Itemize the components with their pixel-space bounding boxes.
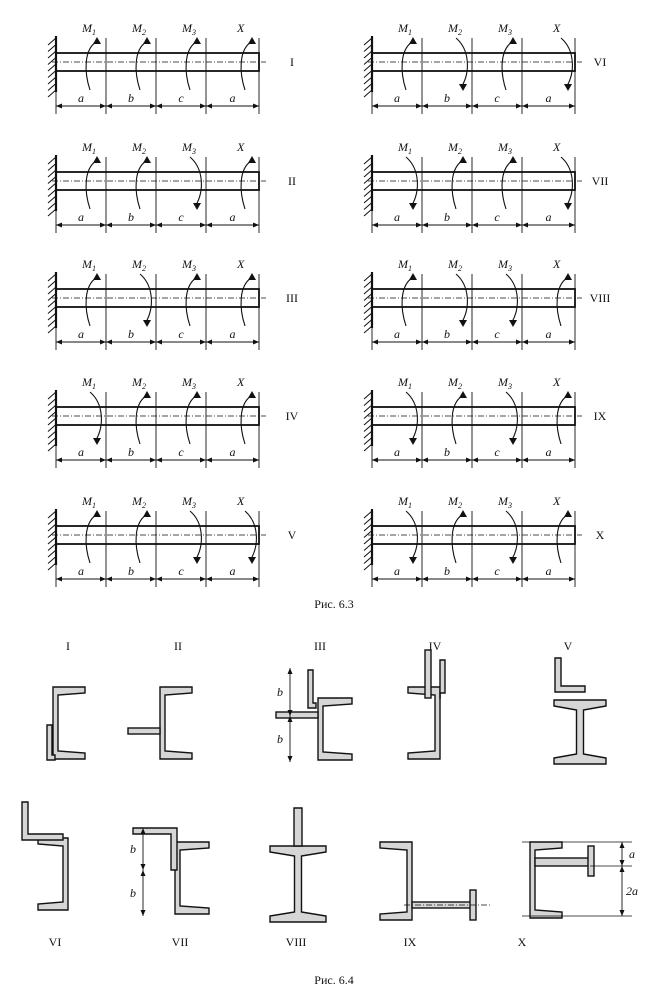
moment-arrow xyxy=(181,494,201,564)
moment-label: $M_1$ xyxy=(82,375,96,391)
moment-arrow xyxy=(497,257,517,327)
wall-hatch xyxy=(364,203,372,210)
wall-hatch xyxy=(364,300,372,307)
wall-hatch xyxy=(48,438,56,445)
wall-hatch xyxy=(364,294,372,301)
wall-hatch xyxy=(364,64,372,71)
wall-hatch xyxy=(48,392,56,399)
section-label: I xyxy=(66,639,70,653)
beam-scheme xyxy=(364,140,608,233)
scheme-label: VII xyxy=(591,174,609,188)
moment-arrow xyxy=(447,21,467,91)
wall-hatch xyxy=(364,157,372,164)
moment-arrow xyxy=(552,21,572,91)
moment-arrow xyxy=(236,21,256,90)
moment-arrow xyxy=(447,140,467,209)
moment-label: $M_3$ xyxy=(498,494,512,510)
scheme-label: III xyxy=(286,291,298,305)
section-label: IX xyxy=(403,935,417,949)
moment-label: $M_1$ xyxy=(398,375,412,391)
profile-shape xyxy=(440,660,445,698)
wall-hatch xyxy=(48,77,56,84)
moment-arrow xyxy=(552,494,572,563)
segment-label: a xyxy=(229,445,236,459)
cross-section xyxy=(128,639,192,759)
moment-arrow xyxy=(131,257,151,327)
moment-arrow xyxy=(397,375,417,445)
moment-label: $M_3$ xyxy=(182,140,196,156)
beam-scheme xyxy=(48,140,296,233)
moment-arrow xyxy=(181,375,201,444)
beam-scheme xyxy=(48,21,294,114)
segment-label: a xyxy=(545,327,552,341)
segment-label: c xyxy=(494,564,500,578)
scheme-label: X xyxy=(595,528,605,542)
wall-hatch xyxy=(364,90,372,97)
wall-hatch xyxy=(364,38,372,45)
moment-label: X xyxy=(553,257,561,271)
wall-hatch xyxy=(48,518,56,525)
wall-hatch xyxy=(364,45,372,52)
wall-hatch xyxy=(48,287,56,294)
wall-hatch xyxy=(364,196,372,203)
figure-6-3-caption: Рис. 6.3 xyxy=(314,597,354,611)
wall-hatch xyxy=(364,563,372,570)
moment-arrow xyxy=(131,140,151,209)
moment-arrow xyxy=(497,494,517,564)
dimension-label: b xyxy=(277,732,283,746)
segment-label: c xyxy=(494,445,500,459)
wall-hatch xyxy=(364,550,372,557)
scheme-label: I xyxy=(290,55,294,69)
moment-label: $M_1$ xyxy=(398,140,412,156)
wall-hatch xyxy=(48,45,56,52)
segment-label: a xyxy=(229,564,236,578)
wall-hatch xyxy=(48,71,56,78)
wall-hatch xyxy=(48,550,56,557)
wall-hatch xyxy=(364,320,372,327)
wall-hatch xyxy=(48,524,56,531)
wall-hatch xyxy=(48,300,56,307)
moment-arrow xyxy=(497,375,517,445)
moment-arrow xyxy=(81,257,101,326)
wall-hatch xyxy=(48,294,56,301)
figure-6-4-caption: Рис. 6.4 xyxy=(314,973,354,987)
moment-arrow xyxy=(81,494,101,563)
wall-hatch xyxy=(364,281,372,288)
wall-hatch xyxy=(48,203,56,210)
wall-hatch xyxy=(48,170,56,177)
wall-hatch xyxy=(48,412,56,419)
moment-label: X xyxy=(553,494,561,508)
moment-arrow xyxy=(181,257,201,326)
dimension-label: b xyxy=(130,886,136,900)
scheme-label: V xyxy=(287,528,297,542)
moment-label: $M_1$ xyxy=(398,21,412,37)
segment-label: a xyxy=(229,210,236,224)
segment-label: a xyxy=(78,210,84,224)
moment-arrow xyxy=(552,140,572,210)
beam-scheme xyxy=(364,494,605,587)
moment-arrow xyxy=(131,375,151,444)
wall-hatch xyxy=(364,418,372,425)
segment-label: c xyxy=(494,210,500,224)
segment-label: b xyxy=(444,564,450,578)
moment-label: $M_2$ xyxy=(132,494,146,510)
segment-label: a xyxy=(545,445,552,459)
moment-arrow xyxy=(397,140,417,210)
wall-hatch xyxy=(364,412,372,419)
segment-label: a xyxy=(394,327,400,341)
cross-section xyxy=(270,808,326,949)
moment-label: $M_1$ xyxy=(82,494,96,510)
wall-hatch xyxy=(364,399,372,406)
wall-hatch xyxy=(48,196,56,203)
segment-label: a xyxy=(545,564,552,578)
wall-hatch xyxy=(364,287,372,294)
moment-arrow xyxy=(447,494,467,563)
profile-shape xyxy=(38,838,68,910)
wall-hatch xyxy=(364,326,372,333)
profile-shape xyxy=(380,842,412,920)
moment-label: X xyxy=(553,21,561,35)
segment-label: a xyxy=(545,91,552,105)
moment-label: $M_2$ xyxy=(448,375,462,391)
section-label: V xyxy=(563,639,573,653)
wall-hatch xyxy=(364,58,372,65)
wall-hatch xyxy=(364,84,372,91)
cross-section xyxy=(380,842,492,949)
dimension-label: a xyxy=(629,847,635,861)
segment-label: a xyxy=(78,564,84,578)
scheme-label: IV xyxy=(285,409,299,423)
wall-hatch xyxy=(364,531,372,538)
segment-label: a xyxy=(394,564,400,578)
wall-hatch xyxy=(48,84,56,91)
wall-hatch xyxy=(364,557,372,564)
segment-label: c xyxy=(178,564,184,578)
moment-label: $M_3$ xyxy=(182,375,196,391)
moment-label: X xyxy=(553,140,561,154)
wall-hatch xyxy=(364,313,372,320)
wall-hatch xyxy=(48,557,56,564)
wall-hatch xyxy=(364,190,372,197)
moment-label: $M_3$ xyxy=(498,140,512,156)
profile-shape xyxy=(53,687,85,759)
moment-label: $M_2$ xyxy=(132,140,146,156)
section-label: IV xyxy=(428,639,442,653)
beam-scheme xyxy=(48,375,299,468)
wall-hatch xyxy=(48,90,56,97)
segment-label: b xyxy=(444,210,450,224)
wall-hatch xyxy=(364,164,372,171)
segment-label: b xyxy=(128,445,134,459)
segment-label: c xyxy=(178,210,184,224)
moment-arrow xyxy=(81,21,101,90)
moment-arrow xyxy=(81,140,101,209)
wall-hatch xyxy=(364,511,372,518)
cross-section xyxy=(22,802,68,949)
moment-label: $M_3$ xyxy=(498,375,512,391)
profile-shape xyxy=(318,698,352,760)
wall-hatch xyxy=(48,444,56,451)
profile-shape xyxy=(160,687,192,759)
moment-arrow xyxy=(447,375,467,444)
wall-hatch xyxy=(48,326,56,333)
segment-label: b xyxy=(128,210,134,224)
segment-label: a xyxy=(229,327,236,341)
wall-hatch xyxy=(48,281,56,288)
segment-label: a xyxy=(78,91,84,105)
segment-label: b xyxy=(128,564,134,578)
profile-shape xyxy=(408,687,440,759)
moment-label: $M_1$ xyxy=(82,21,96,37)
segment-label: b xyxy=(128,327,134,341)
beam-scheme xyxy=(364,257,610,350)
wall-hatch xyxy=(364,537,372,544)
segment-label: b xyxy=(444,91,450,105)
moment-label: $M_2$ xyxy=(132,375,146,391)
segment-label: a xyxy=(394,445,400,459)
segment-label: c xyxy=(494,327,500,341)
segment-label: c xyxy=(494,91,500,105)
segment-label: a xyxy=(78,445,84,459)
wall-hatch xyxy=(48,157,56,164)
section-label: X xyxy=(517,935,527,949)
wall-hatch xyxy=(48,511,56,518)
segment-label: b xyxy=(128,91,134,105)
cross-section xyxy=(518,842,638,949)
wall-hatch xyxy=(364,71,372,78)
segment-label: c xyxy=(178,445,184,459)
moment-label: $M_1$ xyxy=(398,257,412,273)
section-label: III xyxy=(314,639,326,653)
cross-section xyxy=(276,639,352,762)
wall-hatch xyxy=(48,313,56,320)
moment-arrow xyxy=(397,21,417,90)
moment-label: $M_2$ xyxy=(448,257,462,273)
moment-label: X xyxy=(237,375,245,389)
wall-hatch xyxy=(48,563,56,570)
wall-hatch xyxy=(364,438,372,445)
wall-hatch xyxy=(48,431,56,438)
wall-hatch xyxy=(364,431,372,438)
profile-shape xyxy=(530,842,562,918)
wall-hatch xyxy=(48,531,56,538)
moment-arrow xyxy=(236,257,256,326)
wall-hatch xyxy=(48,38,56,45)
moment-label: $M_2$ xyxy=(448,21,462,37)
wall-hatch xyxy=(364,183,372,190)
section-label: VI xyxy=(48,935,62,949)
cross-section xyxy=(408,639,445,759)
segment-label: b xyxy=(444,445,450,459)
moment-label: X xyxy=(237,140,245,154)
figure-6-3 xyxy=(48,21,610,587)
wall-hatch xyxy=(364,51,372,58)
dimension-label: 2a xyxy=(626,884,638,898)
moment-label: X xyxy=(237,494,245,508)
segment-label: c xyxy=(178,91,184,105)
wall-hatch xyxy=(364,524,372,531)
beam-scheme xyxy=(364,21,606,114)
wall-hatch xyxy=(364,274,372,281)
wall-hatch xyxy=(48,177,56,184)
segment-label: a xyxy=(545,210,552,224)
moment-arrow xyxy=(397,257,417,326)
moment-label: $M_3$ xyxy=(498,257,512,273)
moment-label: $M_3$ xyxy=(182,257,196,273)
wall-hatch xyxy=(48,51,56,58)
wall-hatch xyxy=(48,58,56,65)
wall-hatch xyxy=(48,399,56,406)
moment-label: $M_3$ xyxy=(182,21,196,37)
wall-hatch xyxy=(364,209,372,216)
wall-hatch xyxy=(364,77,372,84)
wall-hatch xyxy=(364,444,372,451)
wall-hatch xyxy=(364,307,372,314)
wall-hatch xyxy=(48,307,56,314)
figure-6-4 xyxy=(22,639,638,949)
segment-label: a xyxy=(394,91,400,105)
profile-shape xyxy=(554,700,606,764)
moment-arrow xyxy=(81,375,101,445)
profile-shape xyxy=(175,842,209,914)
moment-arrow xyxy=(131,494,151,563)
wall-hatch xyxy=(364,170,372,177)
wall-hatch xyxy=(364,405,372,412)
moment-arrow xyxy=(236,375,256,444)
wall-hatch xyxy=(364,392,372,399)
wall-hatch xyxy=(364,544,372,551)
wall-hatch xyxy=(48,320,56,327)
moment-label: $M_1$ xyxy=(398,494,412,510)
moment-label: $M_2$ xyxy=(448,494,462,510)
dimension-label: b xyxy=(130,842,136,856)
section-label: VII xyxy=(171,935,189,949)
moment-label: X xyxy=(237,21,245,35)
cross-section xyxy=(554,639,606,764)
wall-hatch xyxy=(48,544,56,551)
scheme-label: IX xyxy=(593,409,607,423)
moment-arrow xyxy=(497,21,517,90)
moment-label: $M_1$ xyxy=(82,257,96,273)
section-label: II xyxy=(174,639,182,653)
scheme-label: VI xyxy=(593,55,607,69)
profile-shape xyxy=(270,846,326,922)
wall-hatch xyxy=(364,518,372,525)
section-label: VIII xyxy=(285,935,307,949)
dimension-label: b xyxy=(277,685,283,699)
moment-label: $M_2$ xyxy=(132,257,146,273)
beam-scheme xyxy=(48,257,298,350)
scheme-label: II xyxy=(288,174,296,188)
moment-arrow xyxy=(447,257,467,327)
segment-label: a xyxy=(229,91,236,105)
moment-label: X xyxy=(553,375,561,389)
moment-arrow xyxy=(236,494,256,564)
moment-label: X xyxy=(237,257,245,271)
moment-arrow xyxy=(131,21,151,90)
moment-arrow xyxy=(552,375,572,444)
cross-section xyxy=(130,828,209,949)
moment-arrow xyxy=(397,494,417,564)
wall-hatch xyxy=(48,164,56,171)
moment-arrow xyxy=(552,257,572,326)
moment-arrow xyxy=(181,21,201,90)
segment-label: b xyxy=(444,327,450,341)
wall-hatch xyxy=(364,425,372,432)
wall-hatch xyxy=(48,209,56,216)
moment-arrow xyxy=(236,140,256,209)
beam-scheme xyxy=(48,494,297,587)
cross-section xyxy=(47,639,85,760)
moment-label: $M_2$ xyxy=(132,21,146,37)
segment-label: a xyxy=(394,210,400,224)
wall-hatch xyxy=(48,64,56,71)
wall-hatch xyxy=(48,190,56,197)
moment-label: $M_3$ xyxy=(498,21,512,37)
moment-label: $M_1$ xyxy=(82,140,96,156)
wall-hatch xyxy=(48,537,56,544)
wall-hatch xyxy=(48,425,56,432)
moment-arrow xyxy=(497,140,517,209)
segment-label: a xyxy=(78,327,84,341)
scheme-label: VIII xyxy=(589,291,611,305)
moment-label: $M_2$ xyxy=(448,140,462,156)
profile-shape xyxy=(308,670,316,708)
segment-label: c xyxy=(178,327,184,341)
wall-hatch xyxy=(48,418,56,425)
wall-hatch xyxy=(48,274,56,281)
moment-arrow xyxy=(181,140,201,210)
moment-label: $M_3$ xyxy=(182,494,196,510)
wall-hatch xyxy=(48,183,56,190)
beam-scheme xyxy=(364,375,607,468)
wall-hatch xyxy=(48,405,56,412)
wall-hatch xyxy=(364,177,372,184)
